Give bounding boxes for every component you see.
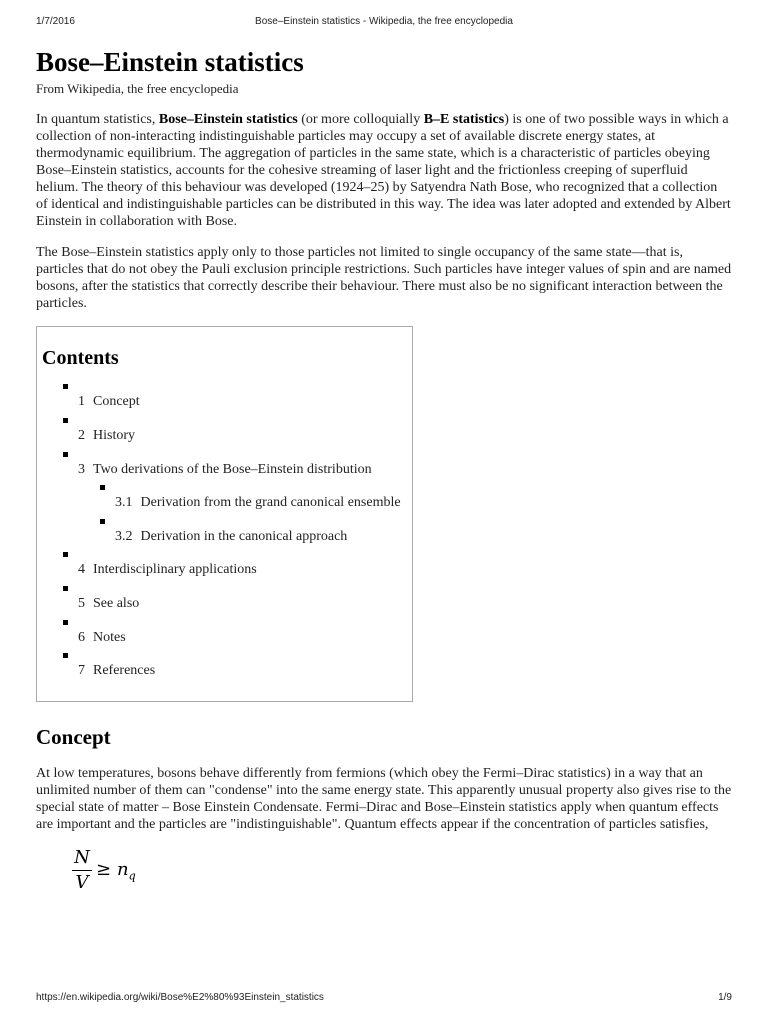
toc-number: 5 <box>78 595 85 611</box>
bullet-icon <box>63 418 68 423</box>
page-number: 1/9 <box>718 992 732 1003</box>
formula-rhs <box>117 859 136 883</box>
toc-label[interactable]: References <box>93 663 156 679</box>
bullet-icon <box>63 384 68 389</box>
concentration-formula <box>72 847 732 897</box>
toc-item-references[interactable] <box>42 653 406 687</box>
toc-item-two-derivations[interactable] <box>42 452 406 486</box>
formula-rhs-base: n <box>117 859 129 881</box>
bullet-icon <box>63 653 68 658</box>
print-doc-title: Bose–Einstein statistics - Wikipedia, the free encyclopedia <box>255 16 513 27</box>
fraction-bar <box>72 870 92 871</box>
toc-item-notes[interactable] <box>42 620 406 654</box>
print-header <box>36 16 732 30</box>
intro-mid: (or more colloquially <box>297 112 424 128</box>
print-footer <box>36 992 732 1006</box>
toc-number: 3.1 <box>115 495 133 511</box>
toc-item-see-also[interactable] <box>42 586 406 620</box>
intro-paragraph-2: The Bose–Einstein statistics apply only to those particles not limited to single occupancy of the same state—that is, particles that do not obey the Pauli exclusion principle restrictions. Such particles have integer values of spin and are named bosons, after the statistics that correctly describe their behaviour. There must also be no significant interaction between the particles. <box>36 245 732 312</box>
toc-label[interactable]: History <box>93 427 135 443</box>
toc-number: 2 <box>78 427 85 443</box>
toc-label[interactable]: Notes <box>93 629 126 645</box>
fraction <box>72 847 92 894</box>
intro-rest: ) is one of two possible ways in which a collection of non-interacting indistinguishable particles may occupy a set of available discrete energy states, at thermodynamic equilibrium. The aggregation of particles in the same state, which is a characteristic of particles obeying Bose–Einstein statistics, accounts for the cohesive streaming of laser light and the frictionless creeping of superfluid helium. The theory of this behaviour was developed (1924–25) by Satyendra Nath Bose, who recognized that a collection of identical and indistinguishable particles can be distributed in this way. The idea was later adopted and extended by Albert Einstein in collaboration with Bose. <box>36 112 731 230</box>
table-of-contents <box>36 326 413 701</box>
toc-list <box>42 384 406 686</box>
toc-number: 7 <box>78 663 85 679</box>
formula-rhs-subscript: q <box>128 869 136 883</box>
toc-label[interactable]: See also <box>93 595 140 611</box>
toc-number: 3.2 <box>115 528 133 544</box>
section-heading-concept: Concept <box>36 724 111 749</box>
toc-number: 1 <box>78 394 85 410</box>
bullet-icon <box>63 620 68 625</box>
toc-label[interactable]: Concept <box>93 394 140 410</box>
bullet-icon <box>100 485 105 490</box>
print-date: 1/7/2016 <box>36 16 75 27</box>
toc-item-concept[interactable] <box>42 384 406 418</box>
toc-label[interactable]: Two derivations of the Bose–Einstein distribution <box>93 461 372 477</box>
toc-item-grand-canonical[interactable] <box>42 485 406 519</box>
toc-number: 6 <box>78 629 85 645</box>
bullet-icon <box>100 519 105 524</box>
toc-item-canonical[interactable] <box>42 519 406 553</box>
concept-paragraph: At low temperatures, bosons behave differently from fermions (which obey the Fermi–Dirac statistics) in a way that an unlimited number of them can "condense" into the same energy state. This apparently unusual property also gives rise to the special state of matter – Bose Einstein Condensate. Fermi–Dirac and Bose–Einstein statistics apply when quantum effects are important and the particles are "indistinguishable". Quantum effects appear if the concentration of particles satisfies, <box>36 766 732 833</box>
toc-label[interactable]: Derivation in the canonical approach <box>140 528 348 544</box>
term-bose-einstein-statistics: Bose–Einstein statistics <box>158 112 298 128</box>
term-be-statistics: B–E statistics <box>423 112 505 128</box>
toc-number: 3 <box>78 461 85 477</box>
toc-label[interactable]: Derivation from the grand canonical ensemble <box>140 495 401 511</box>
bullet-icon <box>63 552 68 557</box>
formula-numerator: N <box>74 847 90 869</box>
formula-relation: ≥ <box>96 859 112 881</box>
formula-denominator: V <box>75 872 89 894</box>
site-tagline: From Wikipedia, the free encyclopedia <box>36 81 239 97</box>
toc-number: 4 <box>78 562 85 578</box>
print-url: https://en.wikipedia.org/wiki/Bose%E2%80%93Einstein_statistics <box>36 992 324 1003</box>
bullet-icon <box>63 452 68 457</box>
toc-item-history[interactable] <box>42 418 406 452</box>
toc-title: Contents <box>42 347 119 370</box>
page-title: Bose–Einstein statistics <box>36 47 304 77</box>
toc-item-interdisciplinary[interactable] <box>42 552 406 586</box>
intro-paragraph-1 <box>36 111 732 230</box>
article-content <box>36 40 732 897</box>
bullet-icon <box>63 586 68 591</box>
toc-label[interactable]: Interdisciplinary applications <box>93 562 257 578</box>
intro-lead: In quantum statistics, <box>36 112 159 128</box>
